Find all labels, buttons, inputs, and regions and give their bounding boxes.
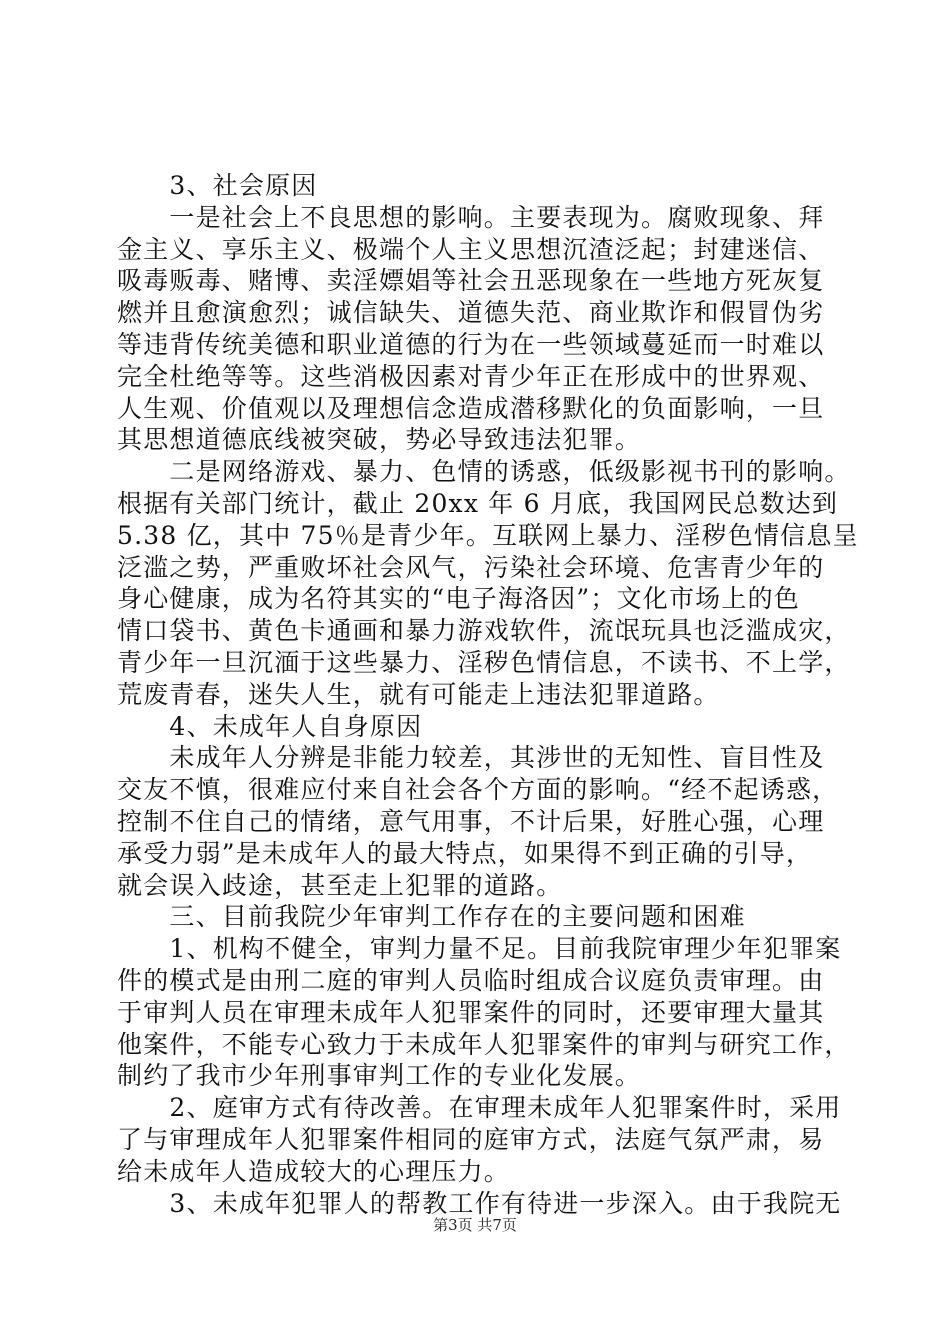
text-line: 吸毒贩毒、赌博、卖淫嫖娼等社会丑恶现象在一些地方死灰复 (117, 266, 825, 296)
text-line: 其思想道德底线被突破，势必导致违法犯罪。 (117, 425, 642, 455)
text-line: 了与审理成年人犯罪案件相同的庭审方式，法庭气氛严肃，易 (117, 1124, 825, 1154)
text-line: 情口袋书、黄色卡通画和暴力游戏软件，流氓玩具也泛滥成灾， (117, 616, 851, 646)
text-line: 完全杜绝等等。这些消极因素对青少年正在形成中的世界观、 (117, 361, 825, 391)
text-line: 3、未成年犯罪人的帮教工作有待进一步深入。由于我院无 (117, 1188, 842, 1218)
text-line: 承受力弱”是未成年人的最大特点，如果得不到正确的引导， (117, 838, 813, 868)
text-line: 青少年一旦沉湎于这些暴力、淫秽色情信息，不读书、不上学， (117, 647, 851, 677)
body-text (117, 170, 859, 1219)
text-line: 未成年人分辨是非能力较差，其涉世的无知性、盲目性及 (117, 743, 825, 773)
text-line: 就会误入歧途，甚至走上犯罪的道路。 (117, 870, 563, 900)
text-line: 于审判人员在审理未成年人犯罪案件的同时，还要审理大量其 (117, 997, 825, 1027)
text-line: 3、社会原因 (117, 171, 318, 200)
text-line: 泛滥之势，严重败坏社会风气，污染社会环境、危害青少年的 (117, 552, 825, 582)
text-line: 燃并且愈演愈烈；诚信缺失、道德失范、商业欺诈和假冒伪劣 (117, 298, 825, 328)
text-line: 金主义、享乐主义、极端个人主义思想沉渣泛起；封建迷信、 (117, 234, 825, 264)
text-line: 交友不慎，很难应付来自社会各个方面的影响。“经不起诱惑， (117, 775, 839, 805)
text-line: 控制不住自己的情绪，意气用事，不计后果，好胜心强，心理 (117, 806, 825, 836)
text-line: 二是网络游戏、暴力、色情的诱惑，低级影视书刊的影响。 (117, 457, 851, 487)
text-line: 给未成年人造成较大的心理压力。 (117, 1156, 511, 1186)
text-line: 一是社会上不良思想的影响。主要表现为。腐败现象、拜 (117, 202, 825, 232)
text-line: 等违背传统美德和职业道德的行为在一些领域蔓延而一时难以 (117, 329, 825, 359)
text-line: 三、目前我院少年审判工作存在的主要问题和困难 (117, 902, 746, 932)
page-footer: 第3页 共7页 (433, 1216, 517, 1234)
text-line: 根据有关部门统计，截止 20xx 年 6 月底，我国网民总数达到 (117, 488, 839, 518)
text-line: 人生观、价值观以及理想信念造成潜移默化的负面影响，一旦 (117, 393, 825, 423)
text-line: 荒废青春，迷失人生，就有可能走上违法犯罪道路。 (117, 679, 720, 709)
text-line: 他案件，不能专心致力于未成年人犯罪案件的审判与研究工作， (117, 1029, 851, 1059)
text-line: 2、庭审方式有待改善。在审理未成年人犯罪案件时，采用 (117, 1093, 842, 1123)
text-line: 身心健康，成为名符其实的“电子海洛因”；文化市场上的色 (117, 584, 800, 614)
text-line: 4、未成年人自身原因 (117, 711, 423, 741)
text-line: 5.38 亿，其中 75％是青少年。互联网上暴力、淫秽色情信息呈 (117, 520, 859, 550)
text-line: 制约了我市少年刑事审判工作的专业化发展。 (117, 1061, 642, 1091)
text-line: 1、机构不健全，审判力量不足。目前我院审理少年犯罪案 (117, 934, 842, 964)
text-line: 件的模式是由刑二庭的审判人员临时组成合议庭负责审理。由 (117, 965, 825, 995)
